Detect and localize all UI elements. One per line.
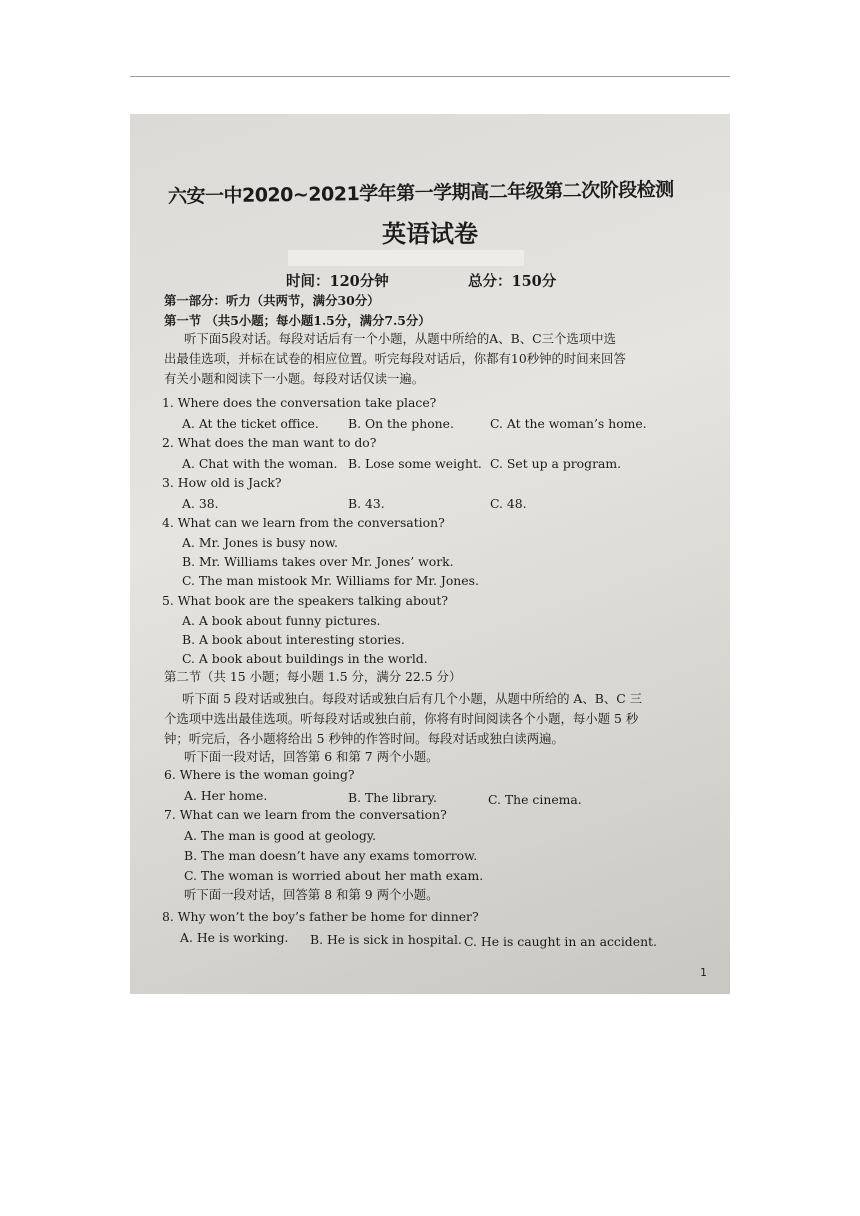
question-stem: 8. Why won’t the boy’s father be home for dinner? <box>162 909 479 924</box>
option-c: C. The man mistook Mr. Williams for Mr. Jones. <box>182 573 479 588</box>
option-a: A. A book about funny pictures. <box>182 613 381 628</box>
option-c: C. The cinema. <box>488 792 582 807</box>
time-label: 时间：120分钟 <box>286 273 389 290</box>
option-c: C. At the woman’s home. <box>490 416 647 431</box>
exam-sheet <box>130 114 730 994</box>
option-c: C. 48. <box>490 496 527 511</box>
question-stem: 4. What can we learn from the conversation? <box>162 515 445 530</box>
dialogue-note: 听下面一段对话，回答第 6 和第 7 两个小题。 <box>184 749 439 764</box>
question-stem: 2. What does the man want to do? <box>162 435 377 450</box>
option-b: B. Mr. Williams takes over Mr. Jones’ work. <box>182 554 454 569</box>
option-a: A. Chat with the woman. <box>182 456 338 471</box>
option-a: A. He is working. <box>180 930 289 945</box>
page-number: 1 <box>700 966 707 979</box>
section1-heading: 第一节 （共5小题；每小题1.5分，满分7.5分） <box>164 313 431 328</box>
section1-instruction-line: 有关小题和阅读下一小题。每段对话仅读一遍。 <box>164 371 425 386</box>
question-stem: 3. How old is Jack? <box>162 475 282 490</box>
option-c: C. The woman is worried about her math exam. <box>184 868 484 883</box>
option-b: B. On the phone. <box>348 416 454 431</box>
option-b: B. A book about interesting stories. <box>182 632 405 647</box>
dialogue-note: 听下面一段对话，回答第 8 和第 9 两个小题。 <box>184 887 439 902</box>
option-a: A. At the ticket office. <box>182 416 319 431</box>
option-a: A. Mr. Jones is busy now. <box>182 535 338 550</box>
exam-paper-photo <box>130 114 730 994</box>
header-rule <box>130 76 730 77</box>
section2-heading: 第二节（共 15 小题；每小题 1.5 分，满分 22.5 分） <box>164 669 462 684</box>
option-b: B. Lose some weight. <box>348 456 482 471</box>
question-stem: 5. What book are the speakers talking about? <box>162 593 448 608</box>
section2-instruction-line: 个选项中选出最佳选项。听每段对话或独白前，你将有时间阅读各个小题，每小题 5 秒 <box>164 711 639 726</box>
redacted-area <box>288 250 524 266</box>
option-a: A. 38. <box>182 496 219 511</box>
option-b: B. 43. <box>348 496 385 511</box>
exam-subtitle: 英语试卷 <box>382 220 478 248</box>
section2-instruction-line: 钟；听完后，各小题将给出 5 秒钟的作答时间。每段对话或独白读两遍。 <box>164 731 564 746</box>
section1-instruction-line: 听下面5段对话。每段对话后有一个小题，从题中所给的A、B、C三个选项中选 <box>184 331 616 346</box>
question-stem: 7. What can we learn from the conversation? <box>164 807 447 822</box>
question-stem: 6. Where is the woman going? <box>164 767 355 782</box>
part1-heading: 第一部分：听力（共两节，满分30分） <box>164 293 380 308</box>
option-c: C. A book about buildings in the world. <box>182 651 428 666</box>
option-c: C. He is caught in an accident. <box>464 934 657 949</box>
option-a: A. The man is good at geology. <box>184 828 377 843</box>
option-b: B. The man doesn’t have any exams tomorrow. <box>184 848 478 863</box>
option-c: C. Set up a program. <box>490 456 622 471</box>
question-stem: 1. Where does the conversation take place? <box>162 395 437 410</box>
exam-title: 六安一中2020~2021学年第一学期高二年级第二次阶段检测 <box>167 178 674 208</box>
score-label: 总分：150分 <box>468 273 557 290</box>
option-b: B. The library. <box>348 790 437 805</box>
option-b: B. He is sick in hospital. <box>310 932 462 947</box>
option-a: A. Her home. <box>184 788 268 803</box>
section1-instruction-line: 出最佳选项，并标在试卷的相应位置。听完每段对话后，你都有10秒钟的时间来回答 <box>164 351 626 366</box>
section2-instruction-line: 听下面 5 段对话或独白。每段对话或独白后有几个小题，从题中所给的 A、B、C 三 <box>182 691 643 706</box>
